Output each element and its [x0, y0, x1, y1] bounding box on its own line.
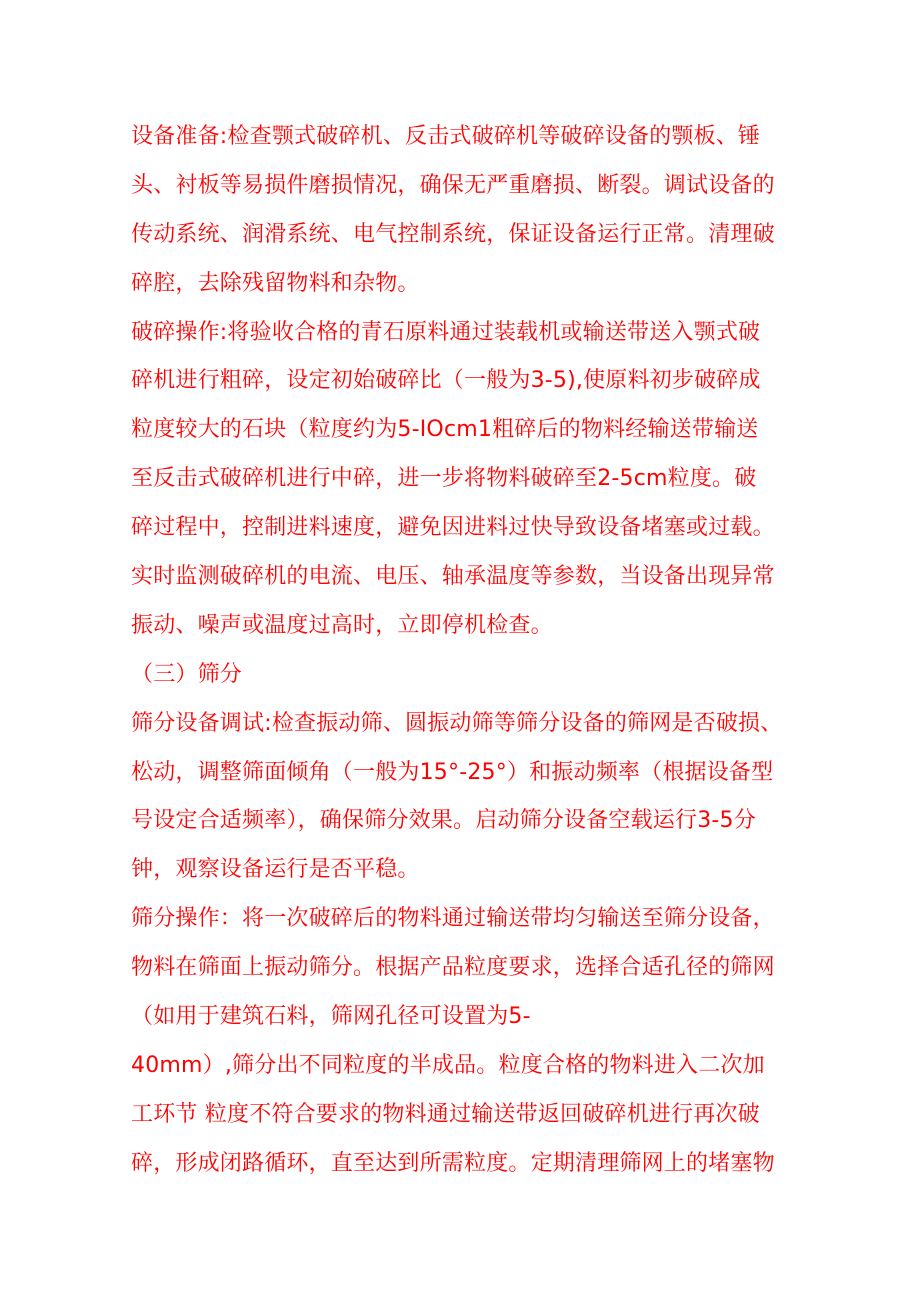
- text-line: 粒度较大的石块（粒度约为5-IOcm1粗碎后的物料经输送带输送: [131, 417, 759, 443]
- body-text: [131, 113, 799, 1189]
- text-line: （如用于建筑石料，筛网孔径可设置为5-: [131, 1004, 531, 1030]
- text-line: 物料在筛面上振动筛分。根据产品粒度要求，选择合适孔径的筛网: [131, 955, 775, 981]
- text-line: 松动，调整筛面倾角（一般为15°-25°）和振动频率（根据设备型: [131, 759, 774, 785]
- text-line: 碎机进行粗碎，设定初始破碎比（一般为3-5),使原料初步破碎成: [131, 368, 761, 394]
- text-line: 头、衬板等易损件磨损情况，确保无严重磨损、断裂。调试设备的: [131, 172, 775, 198]
- text-line: 碎过程中，控制进料速度，避免因进料过快导致设备堵塞或过载。: [131, 515, 775, 541]
- text-line: 实时监测破碎机的电流、电压、轴承温度等参数，当设备出现异常: [131, 564, 775, 590]
- text-line: 设备准备:检查颚式破碎机、反击式破碎机等破碎设备的颚板、锤: [131, 124, 761, 149]
- text-line: 传动系统、润滑系统、电气控制系统，保证设备运行正常。清理破: [131, 221, 775, 247]
- text-line: 至反击式破碎机进行中碎，进一步将物料破碎至2-5cm粒度。破: [131, 466, 757, 492]
- text-line: 碎腔，去除残留物料和杂物。: [131, 270, 420, 296]
- text-line: 碎，形成闭路循环，直至达到所需粒度。定期清理筛网上的堵塞物: [131, 1150, 775, 1176]
- text-line: 筛分设备调试:检查振动筛、圆振动筛等筛分设备的筛网是否破损、: [131, 710, 783, 736]
- text-line: 振动、噪声或温度过高时，立即停机检查。: [131, 612, 553, 638]
- section-heading: （三）筛分: [131, 661, 243, 687]
- text-line: 工环节 粒度不符合要求的物料通过输送带返回破碎机进行再次破: [131, 1101, 760, 1127]
- text-line: 破碎操作:将验收合格的青石原料通过装载机或输送带送入颚式破: [131, 319, 761, 345]
- text-line: 筛分操作：将一次破碎后的物料通过输送带均匀输送至筛分设备，: [131, 906, 775, 932]
- text-line: 号设定合适频率），确保筛分效果。启动筛分设备空载运行3-5分: [131, 808, 756, 834]
- text-line: 40mm）,筛分出不同粒度的半成品。粒度合格的物料进入二次加: [131, 1052, 765, 1078]
- text-line: 钟，观察设备运行是否平稳。: [131, 857, 420, 883]
